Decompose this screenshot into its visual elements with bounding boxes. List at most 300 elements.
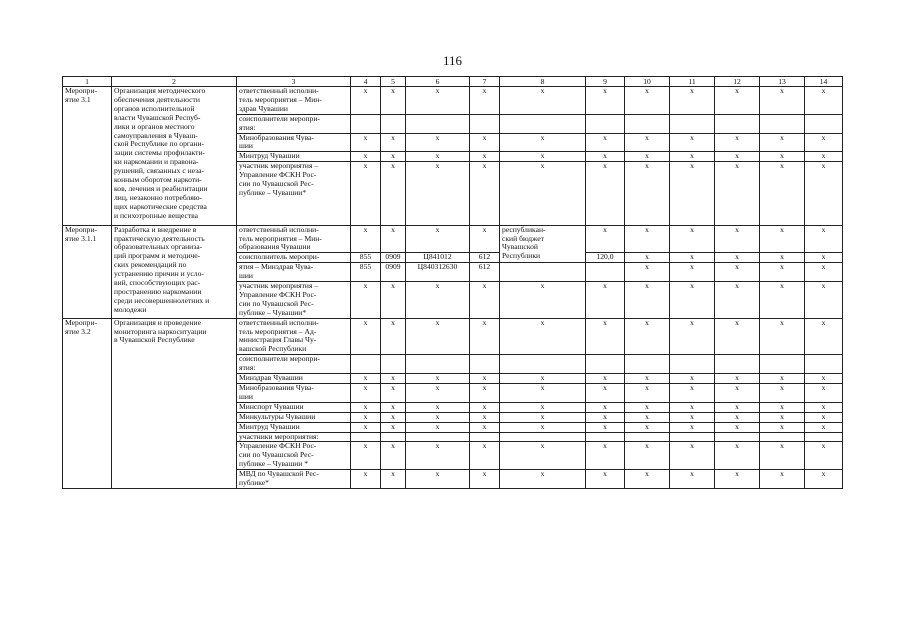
column-header-2: 2 [112, 77, 237, 87]
activity-title-line: Организация методического [114, 86, 206, 95]
value-cell-col-6 [406, 432, 470, 442]
participant-line: министрация Главы Чу- [239, 335, 317, 345]
activity-title-line: ций программ и методиче- [114, 251, 201, 261]
participant-cell [237, 114, 351, 133]
column-header-6: 6 [406, 77, 470, 87]
value-cell-col-14 [805, 114, 843, 133]
value-cell-col-13: x [760, 152, 805, 162]
participant-cell [237, 442, 351, 470]
value-cell-col-11: x [670, 225, 715, 253]
participant-cell [237, 162, 351, 225]
funding-source-cell: x [500, 442, 586, 470]
value-cell-col-6: x [406, 87, 470, 115]
participant-line: публике* [239, 478, 269, 488]
value-cell-col-4: x [351, 384, 381, 403]
value-cell-col-6: x [406, 152, 470, 162]
value-cell-col-13: x [760, 162, 805, 225]
value-cell-col-11: x [670, 253, 715, 263]
value-cell-col-14: x [805, 253, 843, 263]
value-cell-col-12 [715, 355, 760, 374]
activity-title-line: лиц, незаконно потребляю- [114, 192, 203, 202]
funding-source-cell [500, 225, 586, 263]
value-cell-col-4: x [351, 442, 381, 470]
participant-cell [237, 282, 351, 319]
activity-code [63, 318, 112, 488]
participant-line: публике – Чувашии* [239, 187, 307, 197]
value-cell-col-12: x [715, 384, 760, 403]
value-cell-col-5: x [381, 402, 406, 412]
funding-source-cell: x [500, 374, 586, 384]
value-cell-col-5: x [381, 162, 406, 225]
value-cell-col-14: x [805, 263, 843, 282]
value-cell-col-12 [715, 114, 760, 133]
participant-line: тель мероприятия – Ад- [239, 326, 317, 336]
value-cell-col-12: x [715, 263, 760, 282]
value-cell-col-12: x [715, 162, 760, 225]
value-cell-col-13: x [760, 263, 805, 282]
column-header-1: 1 [63, 77, 112, 87]
column-header-4: 4 [351, 77, 381, 87]
value-cell-col-4: 855 [351, 263, 381, 282]
value-cell-col-13 [760, 355, 805, 374]
value-cell-col-7: x [470, 318, 500, 355]
value-cell-col-7: x [470, 87, 500, 115]
value-cell-col-7: x [470, 225, 500, 253]
participant-line: здрав Чувашии [239, 103, 288, 113]
value-cell-col-12: x [715, 152, 760, 162]
value-cell-col-14: x [805, 162, 843, 225]
value-cell-col-10: x [625, 162, 670, 225]
participant-cell [237, 225, 351, 253]
funding-source-cell: x [500, 87, 586, 115]
value-cell-col-5: x [381, 384, 406, 403]
value-cell-col-11: x [670, 133, 715, 152]
value-cell-col-5: x [381, 422, 406, 432]
value-cell-col-4: x [351, 282, 381, 319]
value-cell-col-7: x [470, 282, 500, 319]
value-cell-col-7: 612 [470, 253, 500, 263]
value-cell-col-10: x [625, 133, 670, 152]
value-cell-col-13: x [760, 253, 805, 263]
value-cell-col-10: x [625, 374, 670, 384]
value-cell-col-9 [586, 263, 625, 282]
participant-cell [237, 422, 351, 432]
value-cell-col-4: x [351, 152, 381, 162]
participant-cell [237, 152, 351, 162]
value-cell-col-9: x [586, 282, 625, 319]
participant-line: ответственный исполни- [239, 225, 319, 234]
funding-source-cell: x [500, 162, 586, 225]
column-header-5: 5 [381, 77, 406, 87]
value-cell-col-10: x [625, 263, 670, 282]
value-cell-col-6: x [406, 225, 470, 253]
value-cell-col-7: x [470, 470, 500, 489]
participant-line: Минобразования Чува- [239, 133, 314, 142]
participant-line: тель мероприятия – Мин- [239, 233, 322, 243]
value-cell-col-7: x [470, 442, 500, 470]
value-cell-col-9: x [586, 412, 625, 422]
value-cell-col-10: x [625, 412, 670, 422]
activity-title-line: Организация и проведение [114, 318, 201, 327]
activity-code-line: ятие 3.2 [65, 326, 91, 336]
activity-title-line: ской Республике по органи- [114, 139, 205, 149]
value-cell-col-6: x [406, 442, 470, 470]
participant-line: участник мероприятия – [239, 281, 319, 291]
participant-cell [237, 412, 351, 422]
activity-title-line: власти Чувашской Респуб- [114, 112, 201, 122]
activity-title-line: устранению причин и усло- [114, 269, 204, 279]
value-cell-col-11 [670, 355, 715, 374]
value-cell-col-5: 0909 [381, 263, 406, 282]
activity-title [112, 87, 237, 226]
column-header-14: 14 [805, 77, 843, 87]
participant-line: вашской Республики [239, 344, 307, 354]
value-cell-col-4: x [351, 133, 381, 152]
value-cell-col-9: x [586, 152, 625, 162]
value-cell-col-14: x [805, 422, 843, 432]
value-cell-col-6: Ц841012 [406, 253, 470, 263]
value-cell-col-11 [670, 432, 715, 442]
participant-line: публике – Чувашии* [239, 307, 307, 317]
participant-line: шии [239, 391, 253, 401]
funding-source-cell: x [500, 282, 586, 319]
value-cell-col-6: x [406, 282, 470, 319]
value-cell-col-10: x [625, 422, 670, 432]
value-cell-col-6: x [406, 374, 470, 384]
activity-title-line: органов исполнительной [114, 103, 195, 113]
value-cell-col-5: x [381, 470, 406, 489]
participant-line: участник мероприятия – [239, 161, 319, 171]
participant-cell [237, 470, 351, 489]
value-cell-col-5: x [381, 374, 406, 384]
value-cell-col-5: x [381, 87, 406, 115]
value-cell-col-10 [625, 432, 670, 442]
funding-source-cell [500, 263, 586, 282]
activity-code-line: ятие 3.1.1 [65, 233, 97, 243]
value-cell-col-10: x [625, 402, 670, 412]
funding-source-cell [500, 114, 586, 133]
value-cell-col-11: x [670, 282, 715, 319]
value-cell-col-5 [381, 355, 406, 374]
funding-source-cell: x [500, 402, 586, 412]
header-row [63, 77, 843, 87]
value-cell-col-6: x [406, 470, 470, 489]
value-cell-col-12: x [715, 225, 760, 253]
participant-cell [237, 318, 351, 355]
value-cell-col-9: x [586, 470, 625, 489]
value-cell-col-11: x [670, 318, 715, 355]
participant-line: шии [239, 141, 253, 151]
value-cell-col-7: x [470, 384, 500, 403]
value-cell-col-14: x [805, 402, 843, 412]
value-cell-col-9: x [586, 318, 625, 355]
value-cell-col-11: x [670, 374, 715, 384]
participant-line: ответственный исполни- [239, 86, 319, 95]
activity-code [63, 87, 112, 226]
table-row [63, 225, 843, 253]
funding-source-cell [500, 432, 586, 442]
column-header-12: 12 [715, 77, 760, 87]
activity-title-line: образовательных организа- [114, 242, 203, 252]
value-cell-col-9: x [586, 384, 625, 403]
participant-line: МВД по Чувашской Рес- [239, 469, 319, 479]
value-cell-col-6: x [406, 318, 470, 355]
value-cell-col-14: x [805, 87, 843, 115]
value-cell-col-6: x [406, 162, 470, 225]
value-cell-col-5: x [381, 225, 406, 253]
value-cell-col-5: x [381, 152, 406, 162]
participant-line: соисполнители меропри- [239, 354, 320, 364]
participant-line: сии по Чувашской Рес- [239, 450, 314, 460]
participant-line: ятия – Минздрав Чува- [239, 262, 314, 272]
value-cell-col-13: x [760, 225, 805, 253]
participant-line: Минобразования Чува- [239, 383, 314, 392]
activity-title-line: зации системы профилакти- [114, 148, 206, 158]
column-header-13: 13 [760, 77, 805, 87]
value-cell-col-9 [586, 114, 625, 133]
value-cell-col-4: x [351, 374, 381, 384]
funding-source-line: Республики [502, 251, 541, 261]
value-cell-col-7: x [470, 402, 500, 412]
column-header-11: 11 [670, 77, 715, 87]
value-cell-col-11: x [670, 263, 715, 282]
value-cell-col-4: x [351, 422, 381, 432]
activity-title-line: самоуправления в Чуваш- [114, 130, 198, 140]
value-cell-col-11: x [670, 470, 715, 489]
activity-title-line: ских рекомендаций по [114, 260, 187, 270]
value-cell-col-12: x [715, 470, 760, 489]
column-header-10: 10 [625, 77, 670, 87]
value-cell-col-5: x [381, 282, 406, 319]
value-cell-col-11 [670, 114, 715, 133]
activity-title-line: мониторинга наркоситуации [114, 326, 207, 336]
activity-title-line: рушений, связанных с неза- [114, 166, 205, 176]
value-cell-col-11: x [670, 384, 715, 403]
participant-line: образования Чувашии [239, 242, 311, 252]
value-cell-col-14: x [805, 282, 843, 319]
value-cell-col-4: x [351, 412, 381, 422]
value-cell-col-14: x [805, 374, 843, 384]
value-cell-col-6: x [406, 402, 470, 412]
funding-source-cell [500, 355, 586, 374]
value-cell-col-10: x [625, 253, 670, 263]
value-cell-col-13: x [760, 422, 805, 432]
activity-title-line: и психотропные вещества [114, 210, 199, 220]
activity-title-line: вий, способствующих рас- [114, 278, 201, 288]
value-cell-col-6 [406, 355, 470, 374]
value-cell-col-13: x [760, 87, 805, 115]
activity-code [63, 225, 112, 318]
activity-title-line: практическую деятельность [114, 233, 205, 243]
value-cell-col-14: x [805, 225, 843, 253]
participant-cell [237, 432, 351, 442]
funding-source-cell: x [500, 133, 586, 152]
value-cell-col-13: x [760, 402, 805, 412]
participant-line: Минздрав Чувашии [239, 373, 303, 383]
value-cell-col-4: x [351, 87, 381, 115]
value-cell-col-6: x [406, 133, 470, 152]
funding-source-cell: x [500, 384, 586, 403]
value-cell-col-9 [586, 432, 625, 442]
funding-source-cell: x [500, 412, 586, 422]
value-cell-col-11: x [670, 162, 715, 225]
value-cell-col-9 [586, 355, 625, 374]
value-cell-col-14 [805, 432, 843, 442]
value-cell-col-10: x [625, 470, 670, 489]
activity-code-line: Меропри- [65, 86, 98, 95]
value-cell-col-11: x [670, 422, 715, 432]
activity-title-line: Разработка и внедрение в [114, 225, 197, 234]
activity-title-line: обеспечения деятельности [114, 94, 200, 104]
value-cell-col-12: x [715, 422, 760, 432]
activity-title-line: щих наркотические средства [114, 201, 207, 211]
participant-line: тель мероприятия – Мин- [239, 94, 322, 104]
participant-line: соисполнитель меропри- [239, 252, 320, 262]
value-cell-col-13: x [760, 282, 805, 319]
participant-line: шии [239, 271, 253, 281]
value-cell-col-13: x [760, 470, 805, 489]
value-cell-col-5: x [381, 318, 406, 355]
table-row [63, 318, 843, 355]
value-cell-col-6: Ц840312630 [406, 263, 470, 282]
value-cell-col-14: x [805, 318, 843, 355]
value-cell-col-7: x [470, 152, 500, 162]
value-cell-col-13: x [760, 442, 805, 470]
table-row [63, 87, 843, 115]
value-cell-col-4: 855 [351, 253, 381, 263]
participant-line: Минкультуры Чувашии [239, 412, 316, 421]
value-cell-col-10: x [625, 384, 670, 403]
activity-title-line: молодежи [114, 304, 147, 314]
value-cell-col-5: x [381, 412, 406, 422]
activity-title-line: среди несовершеннолетних и [114, 295, 210, 305]
value-cell-col-12: x [715, 87, 760, 115]
value-cell-col-12: x [715, 442, 760, 470]
activity-title-line: ков, лечения и реабилитации [114, 183, 208, 193]
value-cell-col-5 [381, 432, 406, 442]
value-cell-col-10: x [625, 318, 670, 355]
value-cell-col-7 [470, 432, 500, 442]
value-cell-col-11: x [670, 412, 715, 422]
activity-title-line: лики и органов местного [114, 121, 195, 131]
funding-source-cell: x [500, 152, 586, 162]
activity-title-line: конным оборотом наркоти- [114, 175, 202, 185]
value-cell-col-4: x [351, 225, 381, 253]
participant-line: ятия: [239, 122, 256, 132]
value-cell-col-6: x [406, 384, 470, 403]
value-cell-col-9: x [586, 402, 625, 412]
value-cell-col-4 [351, 114, 381, 133]
participant-line: Минтруд Чувашии [239, 151, 300, 161]
participant-line: сии по Чувашской Рес- [239, 179, 314, 189]
value-cell-col-4: x [351, 162, 381, 225]
funding-source-line: республикан- [502, 225, 546, 234]
participant-line: участники мероприятия: [239, 432, 319, 441]
value-cell-col-9: x [586, 87, 625, 115]
value-cell-col-14: x [805, 470, 843, 489]
value-cell-col-5: x [381, 133, 406, 152]
value-cell-col-5: x [381, 442, 406, 470]
value-cell-col-14: x [805, 133, 843, 152]
value-cell-col-14 [805, 355, 843, 374]
value-cell-col-13 [760, 114, 805, 133]
value-cell-col-11: x [670, 402, 715, 412]
column-header-3: 3 [237, 77, 351, 87]
value-cell-col-7: x [470, 133, 500, 152]
value-cell-col-4: x [351, 402, 381, 412]
value-cell-col-14: x [805, 152, 843, 162]
value-cell-col-9: x [586, 374, 625, 384]
value-cell-col-13: x [760, 412, 805, 422]
value-cell-col-12: x [715, 412, 760, 422]
value-cell-col-6: x [406, 422, 470, 432]
funding-source-cell: x [500, 318, 586, 355]
activity-title-line: ки наркомании и правона- [114, 157, 199, 167]
value-cell-col-7: 612 [470, 263, 500, 282]
value-cell-col-12: x [715, 318, 760, 355]
value-cell-col-10: x [625, 225, 670, 253]
value-cell-col-7: x [470, 422, 500, 432]
participant-cell [237, 253, 351, 263]
value-cell-col-13 [760, 432, 805, 442]
participant-cell [237, 263, 351, 282]
page-number: 116 [442, 53, 463, 68]
value-cell-col-12: x [715, 402, 760, 412]
funding-source-cell: x [500, 422, 586, 432]
activity-code-line: Меропри- [65, 225, 98, 234]
participant-line: публике – Чувашии * [239, 459, 309, 469]
funding-source-cell: x [500, 470, 586, 489]
participant-cell [237, 384, 351, 403]
value-cell-col-13: x [760, 318, 805, 355]
funding-source-line: Чувашской [502, 242, 538, 252]
value-cell-col-12: x [715, 282, 760, 319]
value-cell-col-9: x [586, 162, 625, 225]
activity-code-line: ятие 3.1 [65, 94, 91, 104]
value-cell-col-11: x [670, 87, 715, 115]
value-cell-col-9: x [586, 133, 625, 152]
value-cell-col-14: x [805, 412, 843, 422]
value-cell-col-4: x [351, 470, 381, 489]
value-cell-col-11: x [670, 442, 715, 470]
activity-title-line: пространению наркомании [114, 286, 202, 296]
value-cell-col-10: x [625, 442, 670, 470]
participant-line: ответственный исполни- [239, 318, 319, 327]
participant-line: сии по Чувашской Рес- [239, 298, 314, 308]
value-cell-col-12 [715, 432, 760, 442]
value-cell-col-14: x [805, 442, 843, 470]
participant-line: Управление ФСКН Рос- [239, 289, 317, 299]
participant-cell [237, 374, 351, 384]
value-cell-col-9: 120,0 [586, 253, 625, 263]
value-cell-col-6 [406, 114, 470, 133]
value-cell-col-10: x [625, 282, 670, 319]
value-cell-col-5: 0909 [381, 253, 406, 263]
participant-cell [237, 402, 351, 412]
value-cell-col-10: x [625, 87, 670, 115]
value-cell-col-7: x [470, 374, 500, 384]
value-cell-col-7 [470, 114, 500, 133]
participant-line: соисполнители меропри- [239, 114, 320, 123]
participant-line: Управление ФСКН Рос- [239, 441, 317, 451]
column-header-8: 8 [500, 77, 586, 87]
value-cell-col-4: x [351, 318, 381, 355]
value-cell-col-9: x [586, 225, 625, 253]
value-cell-col-4 [351, 432, 381, 442]
value-cell-col-9: x [586, 422, 625, 432]
value-cell-col-13: x [760, 384, 805, 403]
value-cell-col-13: x [760, 133, 805, 152]
